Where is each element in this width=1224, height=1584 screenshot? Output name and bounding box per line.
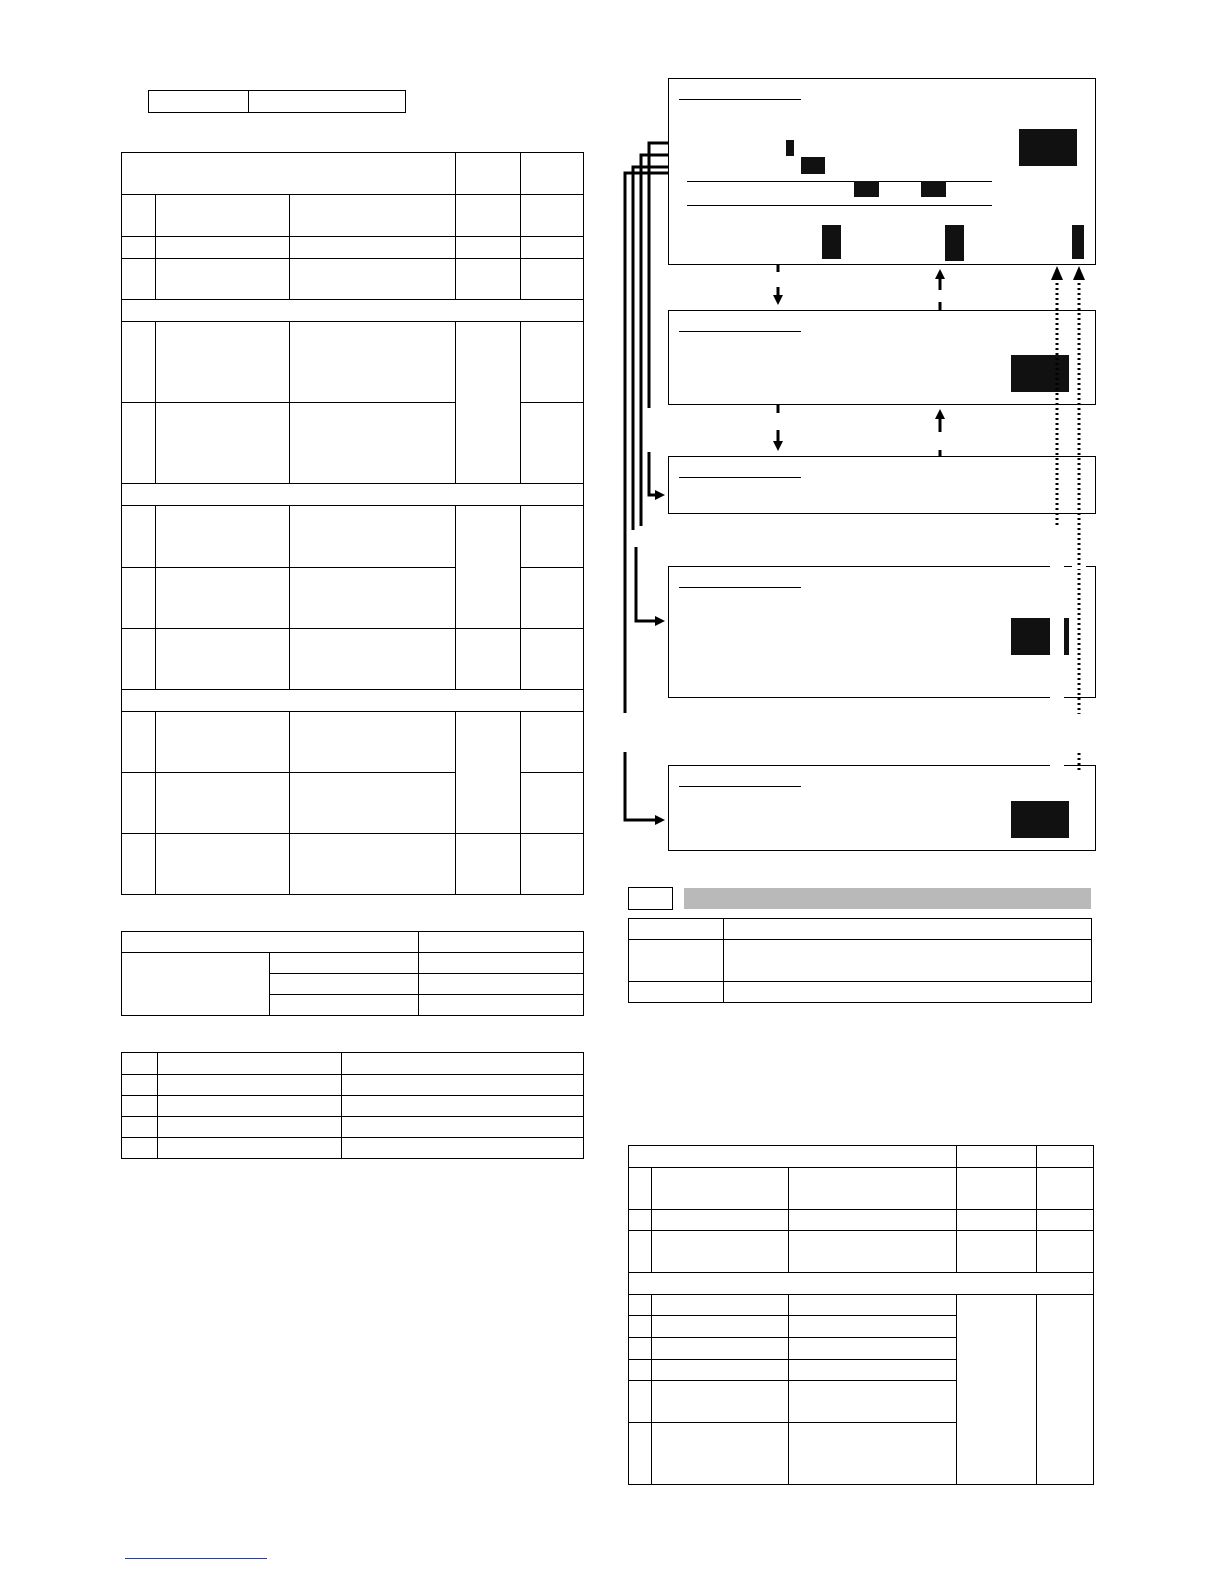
table-row — [122, 1053, 584, 1075]
table-row — [629, 1231, 1094, 1273]
table-row — [122, 932, 584, 953]
table-row — [122, 1096, 584, 1117]
list-table-left — [121, 1052, 584, 1159]
entry-line-4 — [625, 173, 668, 713]
entry-arrow-screen-4 — [636, 547, 660, 621]
footer-link[interactable] — [125, 1558, 267, 1559]
section-number-box — [628, 887, 673, 910]
table-row — [629, 940, 1092, 982]
table-row — [122, 1075, 584, 1096]
table-section-row — [629, 1273, 1094, 1295]
table-row — [629, 1210, 1094, 1231]
main-table-right — [628, 1145, 1094, 1485]
table-row — [629, 1146, 1094, 1168]
table-row — [629, 1295, 1094, 1316]
table-row — [122, 953, 584, 974]
table-row — [629, 982, 1092, 1003]
table-row — [629, 1168, 1094, 1210]
sub-table-left — [121, 931, 584, 1016]
entry-arrow-screen-5 — [625, 752, 660, 820]
entry-arrow-screen-3 — [649, 452, 660, 495]
table-row — [122, 1117, 584, 1138]
entry-line-2 — [641, 155, 668, 526]
dotted-arrow-heads — [1051, 266, 1085, 280]
table-row — [122, 1138, 584, 1159]
info-table-right — [628, 918, 1092, 1003]
entry-line-1 — [649, 143, 668, 408]
section-heading-bar — [684, 888, 1091, 909]
left-entry-lines — [625, 143, 668, 820]
table-row — [629, 919, 1092, 940]
